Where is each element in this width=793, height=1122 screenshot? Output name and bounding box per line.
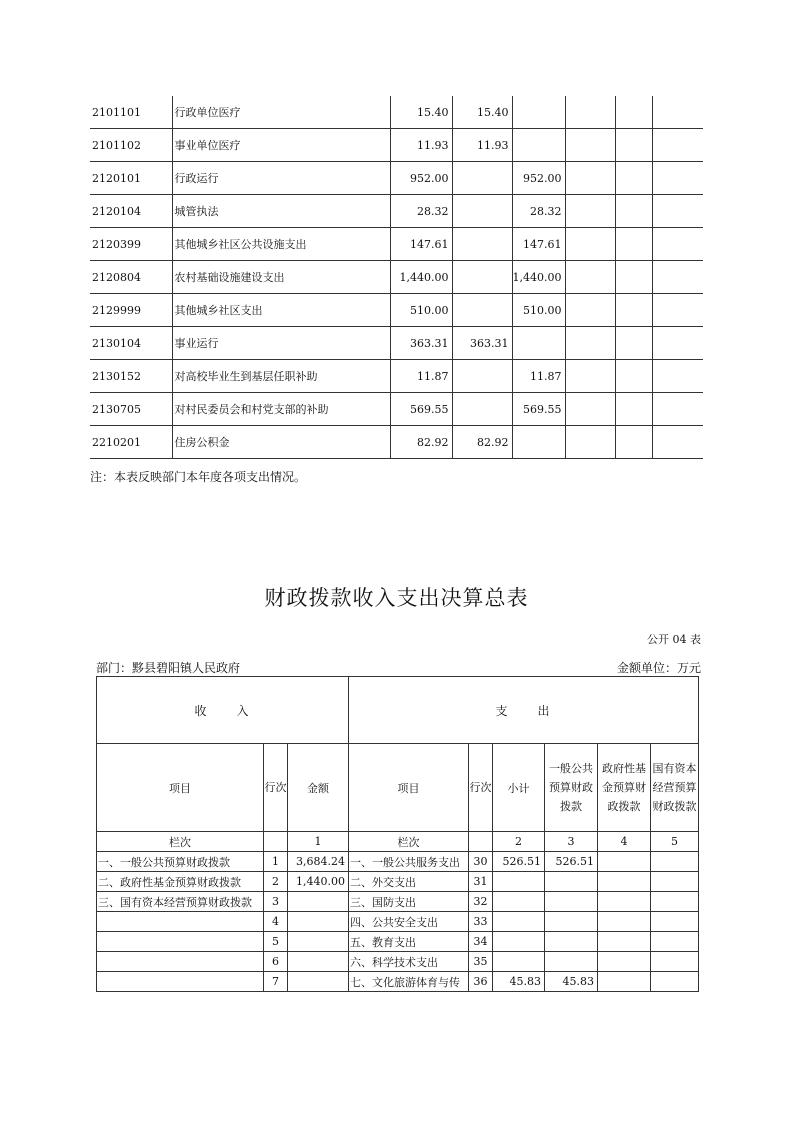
cell-c4 xyxy=(565,327,615,360)
cell-state-capital xyxy=(651,852,699,872)
table-row xyxy=(90,393,703,426)
cell-project: 147.61 xyxy=(512,228,565,261)
cell-out-line: 35 xyxy=(469,952,493,972)
cell-total: 363.31 xyxy=(390,327,452,360)
cell-out-line: 33 xyxy=(469,912,493,932)
cell-project: 11.87 xyxy=(512,360,565,393)
cell-code: 2101102 xyxy=(90,129,172,162)
cell-name: 农村基础设施建设支出 xyxy=(172,261,390,294)
cell-code: 2130104 xyxy=(90,327,172,360)
cell-c4 xyxy=(565,195,615,228)
cell-code: 2101101 xyxy=(90,96,172,129)
cell-basic xyxy=(452,195,512,228)
cell-in-amount xyxy=(288,912,349,932)
cell-state-capital xyxy=(651,912,699,932)
col-line: 行次 xyxy=(264,744,288,832)
cell-in-amount xyxy=(288,932,349,952)
cell-c5 xyxy=(615,228,652,261)
cell-basic: 11.93 xyxy=(452,129,512,162)
cell-project xyxy=(512,129,565,162)
cell-c4 xyxy=(565,426,615,459)
lanci-3: 3 xyxy=(545,832,598,852)
cell-basic: 82.92 xyxy=(452,426,512,459)
cell-c6 xyxy=(652,96,703,129)
cell-basic xyxy=(452,261,512,294)
cell-name: 事业单位医疗 xyxy=(172,129,390,162)
col-item: 项目 xyxy=(97,744,264,832)
cell-basic xyxy=(452,393,512,426)
lanci-5: 5 xyxy=(651,832,699,852)
cell-general xyxy=(545,912,598,932)
cell-name: 城管执法 xyxy=(172,195,390,228)
cell-name: 对村民委员会和村党支部的补助 xyxy=(172,393,390,426)
cell-general xyxy=(545,872,598,892)
table-row xyxy=(90,360,703,393)
cell-c5 xyxy=(615,327,652,360)
cell-c4 xyxy=(565,393,615,426)
cell-project: 510.00 xyxy=(512,294,565,327)
lanci-empty-expense xyxy=(469,832,493,852)
income-header: 收 入 xyxy=(97,677,349,744)
cell-out-item: 一、一般公共服务支出 xyxy=(349,852,469,872)
cell-total: 510.00 xyxy=(390,294,452,327)
table-row xyxy=(90,96,703,129)
cell-in-line: 4 xyxy=(264,912,288,932)
cell-in-item xyxy=(97,932,264,952)
cell-in-amount: 1,440.00 xyxy=(288,872,349,892)
cell-in-item xyxy=(97,952,264,972)
cell-in-item xyxy=(97,912,264,932)
cell-general xyxy=(545,892,598,912)
cell-basic: 15.40 xyxy=(452,96,512,129)
cell-out-item: 五、教育支出 xyxy=(349,932,469,952)
cell-in-line: 5 xyxy=(264,932,288,952)
cell-c6 xyxy=(652,360,703,393)
col-item-expense: 项目 xyxy=(349,744,469,832)
cell-c5 xyxy=(615,393,652,426)
page-title: 财政拨款收入支出决算总表 xyxy=(264,586,529,610)
summary-row xyxy=(97,952,699,972)
table-row xyxy=(90,162,703,195)
cell-subtotal xyxy=(493,912,545,932)
cell-out-item: 七、文化旅游体育与传 xyxy=(349,972,469,992)
cell-project: 952.00 xyxy=(512,162,565,195)
cell-in-item: 一、一般公共预算财政拨款 xyxy=(97,852,264,872)
department-label: 部门：黟县碧阳镇人民政府 xyxy=(96,661,241,675)
cell-project: 569.55 xyxy=(512,393,565,426)
cell-basic xyxy=(452,294,512,327)
lanci-1: 1 xyxy=(288,832,349,852)
table-row xyxy=(90,261,703,294)
form-tag: 公开 04 表 xyxy=(647,633,701,646)
cell-total: 147.61 xyxy=(390,228,452,261)
cell-total: 11.93 xyxy=(390,129,452,162)
cell-c5 xyxy=(615,129,652,162)
cell-out-line: 32 xyxy=(469,892,493,912)
cell-code: 2210201 xyxy=(90,426,172,459)
expense-detail-table xyxy=(90,96,703,459)
cell-name: 其他城乡社区公共设施支出 xyxy=(172,228,390,261)
cell-gov-fund xyxy=(598,972,651,992)
cell-state-capital xyxy=(651,892,699,912)
table-row xyxy=(90,195,703,228)
cell-c5 xyxy=(615,96,652,129)
cell-general xyxy=(545,952,598,972)
cell-basic xyxy=(452,228,512,261)
cell-gov-fund xyxy=(598,852,651,872)
cell-c4 xyxy=(565,162,615,195)
cell-c5 xyxy=(615,162,652,195)
cell-project xyxy=(512,96,565,129)
cell-c6 xyxy=(652,261,703,294)
col-amount: 金额 xyxy=(288,744,349,832)
summary-table xyxy=(96,676,699,992)
cell-code: 2120399 xyxy=(90,228,172,261)
cell-c4 xyxy=(565,261,615,294)
cell-c6 xyxy=(652,294,703,327)
summary-row xyxy=(97,852,699,872)
cell-c6 xyxy=(652,327,703,360)
summary-row xyxy=(97,932,699,952)
expense-header: 支 出 xyxy=(349,677,699,744)
cell-in-line: 7 xyxy=(264,972,288,992)
table-row xyxy=(90,294,703,327)
col-gov-fund: 政府性基金预算财政拨款 xyxy=(598,744,651,832)
cell-code: 2129999 xyxy=(90,294,172,327)
cell-total: 82.92 xyxy=(390,426,452,459)
cell-in-line: 2 xyxy=(264,872,288,892)
cell-total: 952.00 xyxy=(390,162,452,195)
cell-c5 xyxy=(615,195,652,228)
cell-subtotal xyxy=(493,952,545,972)
lanci-label-expense: 栏次 xyxy=(349,832,469,852)
cell-project: 28.32 xyxy=(512,195,565,228)
cell-state-capital xyxy=(651,952,699,972)
cell-state-capital xyxy=(651,972,699,992)
cell-code: 2130152 xyxy=(90,360,172,393)
cell-c5 xyxy=(615,294,652,327)
cell-in-amount xyxy=(288,972,349,992)
cell-basic xyxy=(452,162,512,195)
cell-state-capital xyxy=(651,932,699,952)
unit-label: 金额单位：万元 xyxy=(616,661,701,675)
cell-c4 xyxy=(565,294,615,327)
cell-out-item: 六、科学技术支出 xyxy=(349,952,469,972)
cell-code: 2120804 xyxy=(90,261,172,294)
col-general-budget: 一般公共预算财政拨款 xyxy=(545,744,598,832)
cell-total: 15.40 xyxy=(390,96,452,129)
cell-code: 2130705 xyxy=(90,393,172,426)
cell-name: 行政单位医疗 xyxy=(172,96,390,129)
col-line-expense: 行次 xyxy=(469,744,493,832)
cell-name: 对高校毕业生到基层任职补助 xyxy=(172,360,390,393)
lanci-2: 2 xyxy=(493,832,545,852)
cell-out-line: 30 xyxy=(469,852,493,872)
cell-general xyxy=(545,932,598,952)
cell-c6 xyxy=(652,162,703,195)
cell-total: 28.32 xyxy=(390,195,452,228)
cell-gov-fund xyxy=(598,892,651,912)
cell-c4 xyxy=(565,96,615,129)
lanci-4: 4 xyxy=(598,832,651,852)
cell-name: 住房公积金 xyxy=(172,426,390,459)
cell-out-line: 34 xyxy=(469,932,493,952)
lanci-empty xyxy=(264,832,288,852)
cell-gov-fund xyxy=(598,952,651,972)
cell-out-line: 36 xyxy=(469,972,493,992)
col-state-capital: 国有资本经营预算财政拨款 xyxy=(651,744,699,832)
cell-in-line: 6 xyxy=(264,952,288,972)
cell-c5 xyxy=(615,426,652,459)
cell-gov-fund xyxy=(598,932,651,952)
cell-subtotal xyxy=(493,932,545,952)
cell-total: 569.55 xyxy=(390,393,452,426)
cell-out-item: 三、国防支出 xyxy=(349,892,469,912)
cell-project xyxy=(512,426,565,459)
cell-gov-fund xyxy=(598,872,651,892)
cell-gov-fund xyxy=(598,912,651,932)
cell-project xyxy=(512,327,565,360)
cell-c6 xyxy=(652,195,703,228)
cell-subtotal: 526.51 xyxy=(493,852,545,872)
cell-subtotal: 45.83 xyxy=(493,972,545,992)
cell-general: 526.51 xyxy=(545,852,598,872)
cell-c4 xyxy=(565,228,615,261)
cell-out-item: 四、公共安全支出 xyxy=(349,912,469,932)
cell-subtotal xyxy=(493,892,545,912)
cell-c6 xyxy=(652,228,703,261)
cell-basic xyxy=(452,360,512,393)
cell-name: 其他城乡社区支出 xyxy=(172,294,390,327)
cell-in-line: 3 xyxy=(264,892,288,912)
cell-general: 45.83 xyxy=(545,972,598,992)
summary-row xyxy=(97,972,699,992)
cell-c4 xyxy=(565,129,615,162)
cell-c5 xyxy=(615,261,652,294)
table-note: 注：本表反映部门本年度各项支出情况。 xyxy=(90,470,307,484)
cell-subtotal xyxy=(493,872,545,892)
cell-in-item: 二、政府性基金预算财政拨款 xyxy=(97,872,264,892)
cell-in-amount: 3,684.24 xyxy=(288,852,349,872)
cell-total: 1,440.00 xyxy=(390,261,452,294)
summary-row xyxy=(97,892,699,912)
cell-c5 xyxy=(615,360,652,393)
cell-out-item: 二、外交支出 xyxy=(349,872,469,892)
cell-name: 行政运行 xyxy=(172,162,390,195)
summary-row xyxy=(97,872,699,892)
cell-in-line: 1 xyxy=(264,852,288,872)
cell-total: 11.87 xyxy=(390,360,452,393)
cell-name: 事业运行 xyxy=(172,327,390,360)
cell-project: 1,440.00 xyxy=(512,261,565,294)
cell-in-amount xyxy=(288,952,349,972)
cell-in-item xyxy=(97,972,264,992)
table-row xyxy=(90,426,703,459)
cell-in-item: 三、国有资本经营预算财政拨款 xyxy=(97,892,264,912)
cell-code: 2120104 xyxy=(90,195,172,228)
cell-c6 xyxy=(652,393,703,426)
cell-basic: 363.31 xyxy=(452,327,512,360)
cell-c6 xyxy=(652,129,703,162)
lanci-label: 栏次 xyxy=(97,832,264,852)
cell-code: 2120101 xyxy=(90,162,172,195)
summary-row xyxy=(97,912,699,932)
table-row xyxy=(90,129,703,162)
table-row xyxy=(90,327,703,360)
cell-c6 xyxy=(652,426,703,459)
table-row xyxy=(90,228,703,261)
cell-c4 xyxy=(565,360,615,393)
col-subtotal: 小计 xyxy=(493,744,545,832)
cell-out-line: 31 xyxy=(469,872,493,892)
cell-in-amount xyxy=(288,892,349,912)
cell-state-capital xyxy=(651,872,699,892)
